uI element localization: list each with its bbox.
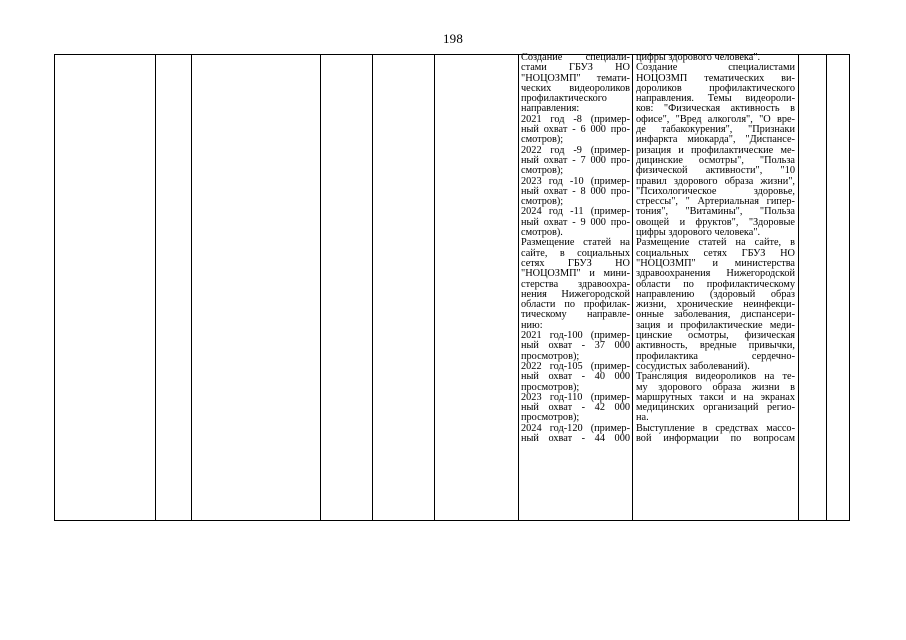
text-line: ный охват - 8 000 про- <box>521 185 630 197</box>
text-line: Размещение статей на сайте, в <box>636 237 795 249</box>
text-line: вой информации по вопросам <box>636 432 795 444</box>
text-line: области по профилактическому <box>636 278 795 290</box>
text-line: смотров); <box>521 134 564 146</box>
text-line: онные заболевания, диспансери- <box>636 309 795 321</box>
text-line: смотров); <box>521 165 564 177</box>
text-line: нения Нижегородской <box>521 288 630 300</box>
text-line: инфаркта миокарда", "Диспансе- <box>636 134 795 146</box>
text-line: стами ГБУЗ НО <box>521 62 630 74</box>
text-line: стерства здравоохра- <box>521 278 630 290</box>
text-line: 2022 год -9 (пример- <box>521 144 630 156</box>
text-line: социальных сетях ГБУЗ НО <box>636 247 795 259</box>
text-line: нию: <box>521 319 543 331</box>
text-line: направлению (здоровый образ <box>636 288 795 300</box>
text-line: Выступление в средствах массо- <box>636 422 795 434</box>
table-cell-activities <box>521 53 630 521</box>
text-line: офисе", "Вред алкоголя", "О вре- <box>636 113 795 125</box>
text-line: ный охват - 40 000 <box>521 371 630 383</box>
text-line: смотров); <box>521 196 564 208</box>
text-line: ный охват - 7 000 про- <box>521 154 630 166</box>
text-line: 2021 год-100 (пример- <box>521 330 630 342</box>
column-divider <box>632 54 633 521</box>
text-line: ный охват - 9 000 про- <box>521 216 630 228</box>
text-line: цинские осмотры, физическая <box>636 330 795 342</box>
column-divider <box>798 54 799 521</box>
text-line: 2023 год-110 (пример- <box>521 391 630 403</box>
text-line: правил здорового образа жизни", <box>636 175 795 187</box>
text-line: направления: <box>521 103 580 115</box>
text-line: ный охват - 44 000 <box>521 432 630 444</box>
column-divider <box>372 54 373 521</box>
text-line: профилактического <box>521 93 607 105</box>
text-line: просмотров); <box>521 381 580 393</box>
column-divider <box>434 54 435 521</box>
text-line: Размещение статей на <box>521 237 630 249</box>
text-line: смотров). <box>521 227 563 239</box>
text-line: просмотров); <box>521 412 580 424</box>
text-line: "НОЦОЗМП" и мини- <box>521 268 630 280</box>
text-line: активность, вредные привычки, <box>636 340 795 352</box>
text-line: жизни, хронические неинфекци- <box>636 299 795 311</box>
text-line: Создание специали- <box>521 53 630 63</box>
text-line: тония", "Витамины", "Польза <box>636 206 795 218</box>
text-line: 2022 год-105 (пример- <box>521 360 630 372</box>
column-divider <box>191 54 192 521</box>
text-line: здравоохранения Нижегородской <box>636 268 795 280</box>
text-line: стрессы", " Артериальная гипер- <box>636 196 795 208</box>
text-line: медицинских организаций регио- <box>636 402 795 414</box>
text-line: ный охват - 6 000 про- <box>521 124 630 136</box>
page-number: 198 <box>442 31 464 46</box>
text-line: области по профилак- <box>521 299 630 311</box>
text-line: физической активности", "10 <box>636 165 795 177</box>
text-line: сосудистых заболеваний). <box>636 360 750 372</box>
text-line: му здорового образа жизни в <box>636 381 795 393</box>
text-line: дицинские осмотры", "Польза <box>636 154 795 166</box>
text-line: сетях ГБУЗ НО <box>521 257 630 269</box>
text-line: "Психологическое здоровье, <box>636 185 795 197</box>
text-line: "НОЦОЗМП" и министерства <box>636 257 795 269</box>
text-line: цифры здорового человека". <box>636 53 761 63</box>
text-line: 2023 год -10 (пример- <box>521 175 630 187</box>
text-line: ризация и профилактические ме- <box>636 144 795 156</box>
text-line: ный охват - 37 000 <box>521 340 630 352</box>
text-line: овощей и фруктов", "Здоровые <box>636 216 795 228</box>
text-line: сайте, в социальных <box>521 247 630 259</box>
text-line: просмотров); <box>521 350 580 362</box>
text-line: ный охват - 42 000 <box>521 402 630 414</box>
text-line: ческих видеороликов <box>521 82 630 94</box>
text-line: на. <box>636 412 649 424</box>
text-line: ков: "Физическая активность в <box>636 103 795 115</box>
text-line: зация и профилактические меди- <box>636 319 795 331</box>
table-cell-descriptions <box>636 53 795 521</box>
text-line: Создание специалистами <box>636 62 795 74</box>
column-divider <box>826 54 827 521</box>
text-line: дороликов профилактического <box>636 82 795 94</box>
column-divider <box>155 54 156 521</box>
column-divider <box>518 54 519 521</box>
text-line: 2021 год -8 (пример- <box>521 113 630 125</box>
text-line: профилактика сердечно- <box>636 350 795 362</box>
text-line: направления. Темы видеороли- <box>636 93 795 105</box>
text-line: 2024 год-120 (пример- <box>521 422 630 434</box>
text-line: маршрутных такси и на экранах <box>636 391 795 403</box>
text-line: тическому направле- <box>521 309 630 321</box>
text-line: "НОЦОЗМП" темати- <box>521 72 630 84</box>
text-line: цифры здорового человека". <box>636 227 761 239</box>
column-divider <box>320 54 321 521</box>
text-line: Трансляция видеороликов на те- <box>636 371 795 383</box>
text-line: НОЦОЗМП тематических ви- <box>636 72 795 84</box>
text-line: де табакокурения", "Признаки <box>636 124 795 136</box>
text-line: 2024 год -11 (пример- <box>521 206 630 218</box>
